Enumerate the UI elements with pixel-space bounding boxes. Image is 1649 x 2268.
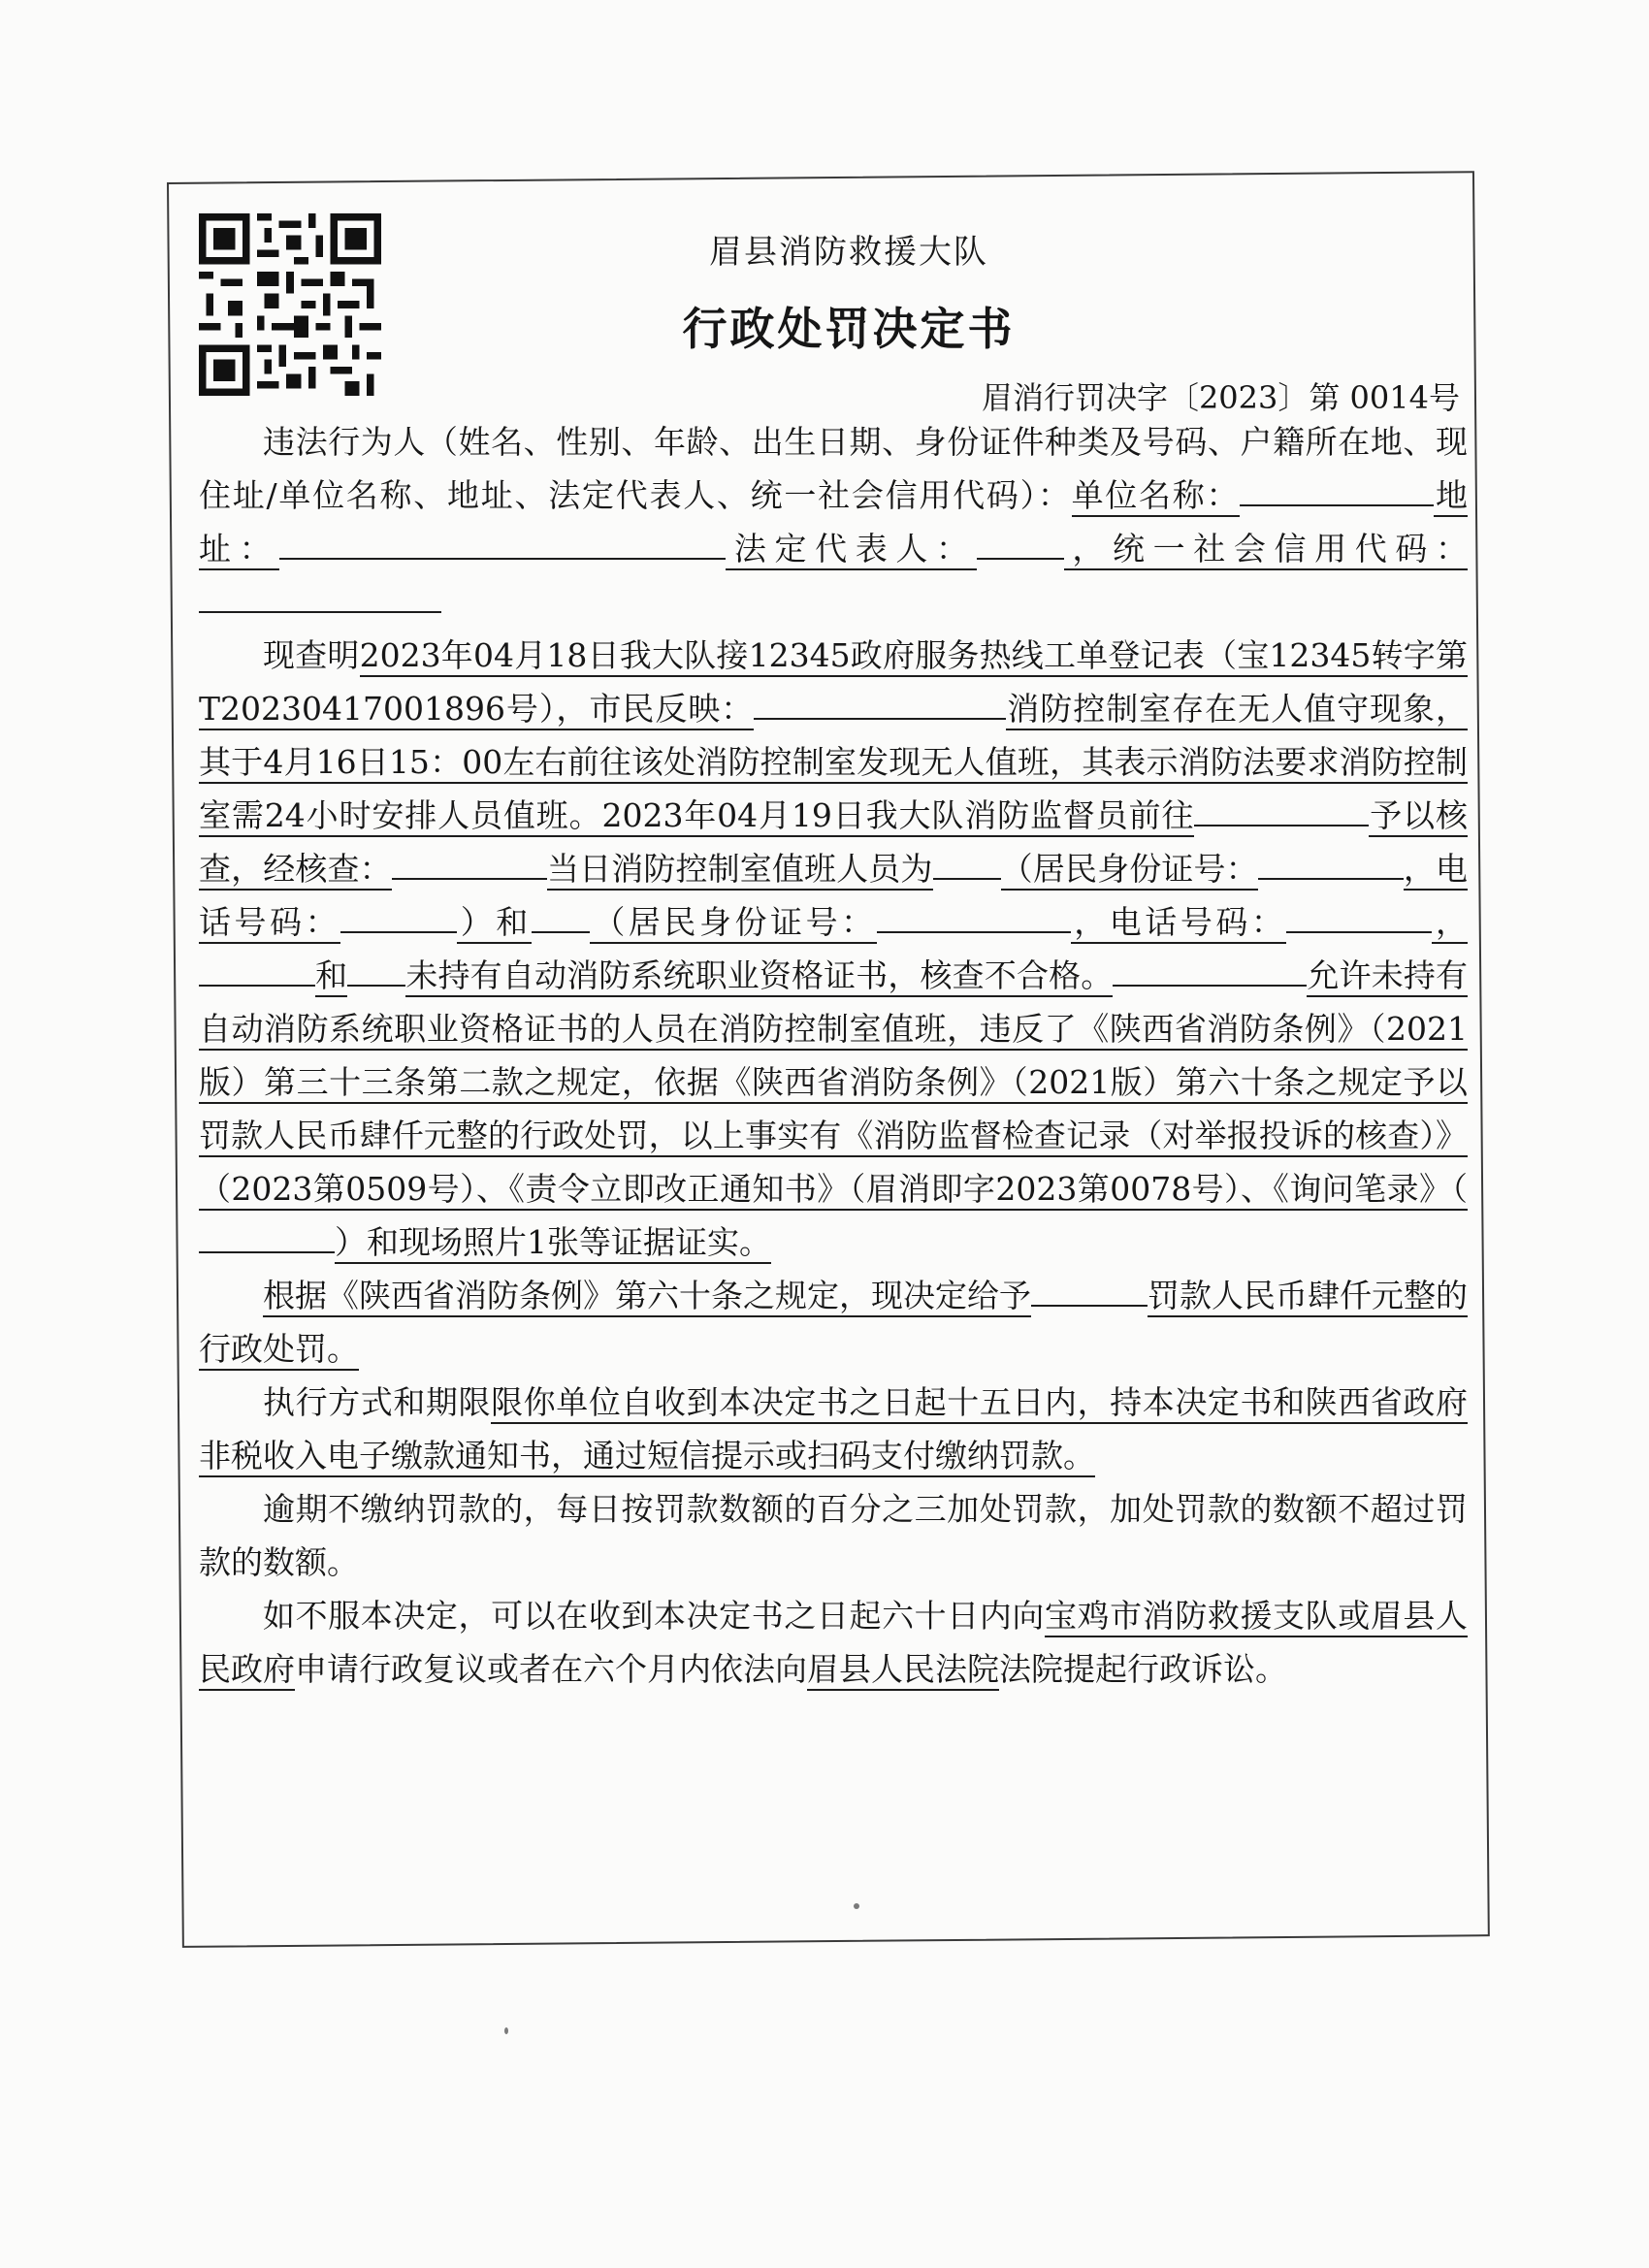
overdue-text: 逾期不缴纳罚款的，每日按罚款数额的百分之三加处罚款，加处罚款的数额不超过罚款的数额。 bbox=[199, 1490, 1468, 1581]
appeal-text-2: 申请行政复议或者在六个月内依法向 bbox=[295, 1650, 807, 1688]
qr-code bbox=[199, 213, 381, 396]
findings-text-2: 消防控制室存在无人值守现象，其于4月16日15：00左右前往该处消防控制室发现无人值班，其表示消防法要求消防控制室需24小时安排人员值班。2023年04月19日我大队消防监督员前往 bbox=[199, 690, 1468, 837]
redacted-place-3 bbox=[392, 853, 547, 880]
document-body bbox=[199, 415, 1468, 1696]
agency-name: 眉县消防救援大队 bbox=[709, 233, 988, 272]
party-paragraph bbox=[199, 415, 1468, 629]
findings-text-6: ，电话号码： bbox=[199, 850, 1468, 944]
appeal-text-3: 法院提起行政诉讼。 bbox=[999, 1650, 1287, 1688]
appeal-paragraph bbox=[199, 1589, 1468, 1696]
penalty-text: 罚款人民币肆仟元整的行政处罚。 bbox=[199, 1277, 1468, 1371]
findings-text-11: 和 bbox=[315, 956, 347, 997]
findings-text-1: 2023年04月18日我大队接12345政府服务热线工单登记表（宝12345转字第T20230417001896号），市民反映： bbox=[199, 636, 1468, 730]
address-label: 地址： bbox=[199, 476, 1468, 570]
execution-label: 执行方式和期限 bbox=[263, 1383, 492, 1421]
review-body: 宝鸡市消防救援支队或眉县人民政府 bbox=[199, 1597, 1468, 1691]
findings-paragraph bbox=[199, 629, 1468, 1269]
document-title: 行政处罚决定书 bbox=[682, 303, 1016, 355]
scan-speck bbox=[504, 2027, 508, 2034]
redacted-credit-code bbox=[199, 586, 441, 613]
redacted-unit-3 bbox=[1031, 1280, 1148, 1307]
redacted-legal-rep bbox=[977, 533, 1064, 560]
redacted-person-1 bbox=[933, 853, 1001, 880]
findings-text-8: （居民身份证号： bbox=[590, 903, 877, 944]
scan-speck bbox=[854, 1903, 859, 1909]
redacted-unit-2 bbox=[1113, 959, 1307, 987]
execution-paragraph bbox=[199, 1376, 1468, 1482]
appeal-text-1: 如不服本决定，可以在收到本决定书之日起六十日内向 bbox=[263, 1597, 1045, 1635]
redacted-unit-name bbox=[1240, 479, 1434, 506]
unit-name-label: 单位名称： bbox=[1072, 476, 1241, 517]
document-number: 眉消行罚决字〔2023〕第 0014号 bbox=[981, 379, 1460, 416]
findings-text-7: ）和 bbox=[457, 903, 532, 944]
redacted-record bbox=[199, 1226, 335, 1253]
overdue-paragraph bbox=[199, 1482, 1468, 1589]
credit-code-label: ，统一社会信用代码： bbox=[1064, 530, 1468, 570]
redacted-id-2 bbox=[877, 906, 1071, 933]
legal-rep-label: 法定代表人： bbox=[726, 530, 976, 570]
redacted-address bbox=[279, 533, 726, 560]
decision-paragraph bbox=[199, 1269, 1468, 1376]
findings-text-3: 予以核查，经核查： bbox=[199, 796, 1468, 891]
findings-text-12: 未持有自动消防系统职业资格证书，核查不合格。 bbox=[405, 956, 1113, 997]
findings-text-10: ， bbox=[1432, 903, 1468, 944]
findings-text-13: 允许未持有自动消防系统职业资格证书的人员在消防控制室值班，违反了《陕西省消防条例》（2021版）第三十三条第二款之规定，依据《陕西省消防条例》（2021版）第六十条之规定予以罚款人民币肆仟元整的行政处罚，以上事实有《消防监督检查记录（对举报投诉的核查）》（2023第0509号）、《责令立即改正通知书》（眉消即字2023第0078号）、《询问笔录》（ bbox=[199, 956, 1468, 1211]
findings-text-9: ，电话号码： bbox=[1071, 903, 1287, 944]
redacted-person-4 bbox=[347, 959, 405, 987]
redacted-phone-2 bbox=[1286, 906, 1432, 933]
findings-lead: 现查明 bbox=[263, 636, 360, 674]
findings-text-5: （居民身份证号： bbox=[1001, 850, 1258, 891]
party-intro: 违法行为人（姓名、性别、年龄、出生日期、身份证件种类及号码、户籍所在地、现住址/单位名称、地址、法定代表人、统一社会信用代码）： bbox=[199, 423, 1468, 514]
redacted-place-2 bbox=[1194, 799, 1369, 826]
redacted-phone-1 bbox=[340, 906, 457, 933]
decision-text: 根据《陕西省消防条例》第六十条之规定，现决定给予 bbox=[263, 1277, 1031, 1317]
execution-text: 限你单位自收到本决定书之日起十五日内，持本决定书和陕西省政府非税收入电子缴款通知书，通过短信提示或扫码支付缴纳罚款。 bbox=[199, 1383, 1468, 1477]
redacted-id-1 bbox=[1258, 853, 1404, 880]
redacted-person-2 bbox=[532, 906, 590, 933]
court-name: 眉县人民法院 bbox=[807, 1650, 999, 1691]
redacted-place-1 bbox=[754, 693, 1006, 720]
findings-text-4: 当日消防控制室值班人员为 bbox=[547, 850, 933, 891]
findings-text-14: ）和现场照片1张等证据证实。 bbox=[335, 1223, 771, 1264]
redacted-person-3 bbox=[199, 959, 315, 987]
